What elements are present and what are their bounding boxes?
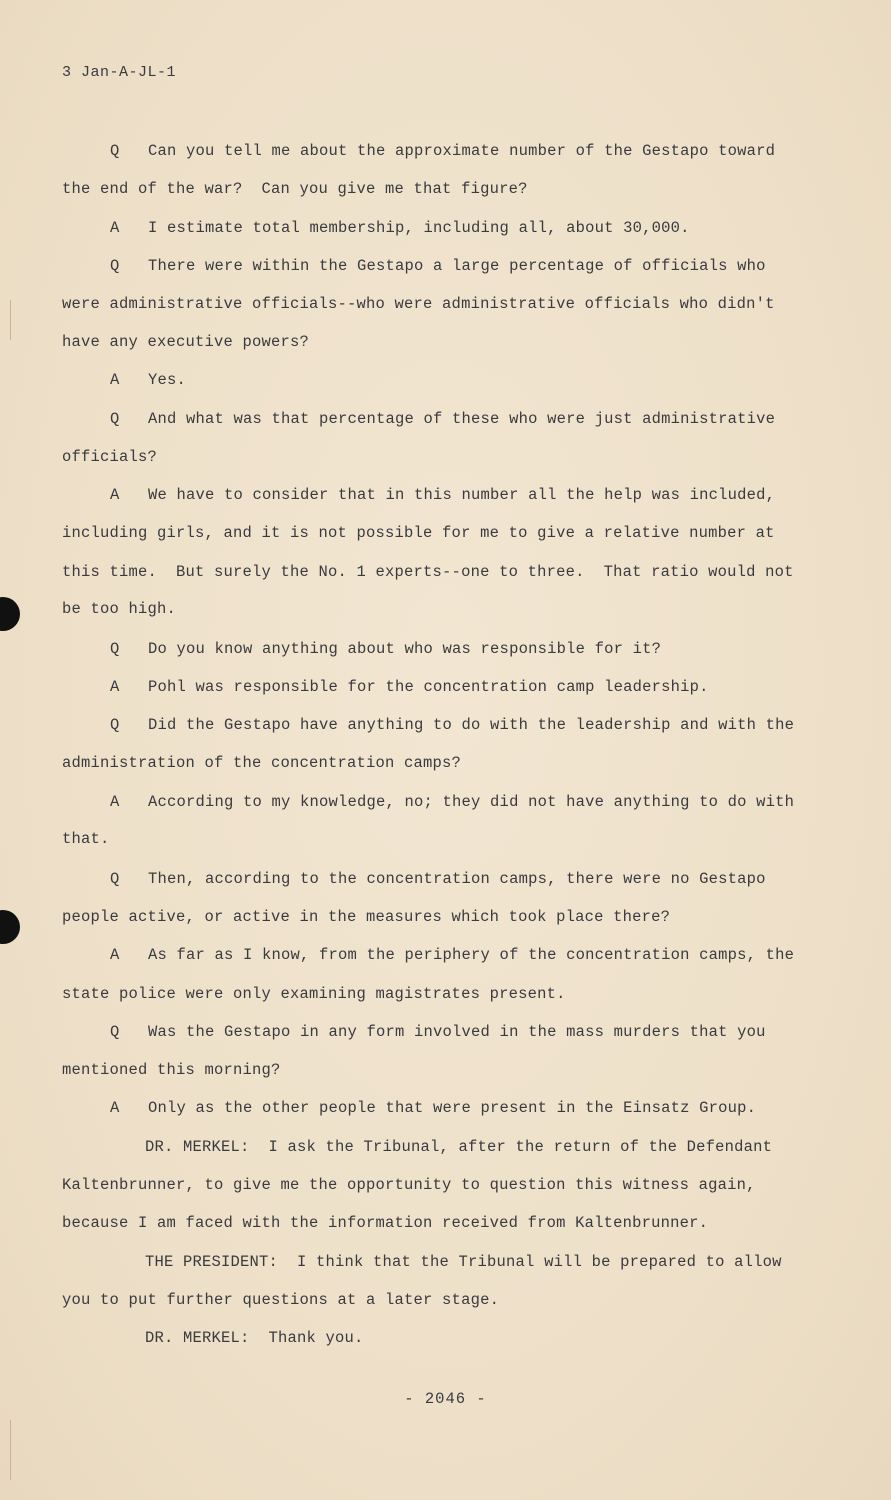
text-line: Q Did the Gestapo have anything to do with the leadership and with the <box>110 716 795 734</box>
text-line: Q There were within the Gestapo a large percentage of officials who <box>110 257 766 275</box>
text-line: Q Was the Gestapo in any form involved in the mass murders that you <box>110 1023 766 1041</box>
text-line: administration of the concentration camps? <box>62 754 462 772</box>
text-line: were administrative officials--who were administrative officials who didn't <box>62 295 775 313</box>
document-header: 3 Jan-A-JL-1 <box>62 64 177 81</box>
text-line: A According to my knowledge, no; they did not have anything to do with <box>110 793 795 811</box>
text-line: DR. MERKEL: I ask the Tribunal, after the return of the Defendant <box>145 1138 773 1156</box>
text-line: Q Can you tell me about the approximate number of the Gestapo toward <box>110 142 776 160</box>
margin-mark <box>10 300 11 340</box>
text-line: Q Then, according to the concentration camps, there were no Gestapo <box>110 870 766 888</box>
text-line: state police were only examining magistrates present. <box>62 985 566 1003</box>
text-line: because I am faced with the information received from Kaltenbrunner. <box>62 1214 709 1232</box>
text-line: you to put further questions at a later stage. <box>62 1291 500 1309</box>
text-line: this time. But surely the No. 1 experts--one to three. That ratio would not <box>62 563 794 581</box>
text-line: A Only as the other people that were present in the Einsatz Group. <box>110 1099 757 1117</box>
text-line: THE PRESIDENT: I think that the Tribunal will be prepared to allow <box>145 1253 782 1271</box>
text-line: have any executive powers? <box>62 333 310 351</box>
text-line: people active, or active in the measures which took place there? <box>62 908 671 926</box>
text-line: A I estimate total membership, including all, about 30,000. <box>110 219 690 237</box>
text-line: the end of the war? Can you give me that figure? <box>62 180 528 198</box>
text-line: mentioned this morning? <box>62 1061 281 1079</box>
text-line: DR. MERKEL: Thank you. <box>145 1329 364 1347</box>
text-line: Q Do you know anything about who was responsible for it? <box>110 640 662 658</box>
punch-hole-top <box>0 597 20 631</box>
text-line: officials? <box>62 448 158 466</box>
text-line: Kaltenbrunner, to give me the opportunity to question this witness again, <box>62 1176 756 1194</box>
text-line: A We have to consider that in this number all the help was included, <box>110 486 776 504</box>
margin-mark <box>10 1420 11 1480</box>
text-line: A Yes. <box>110 371 187 389</box>
text-line: be too high. <box>62 600 177 618</box>
text-line: A As far as I know, from the periphery of the concentration camps, the <box>110 946 795 964</box>
text-line: including girls, and it is not possible for me to give a relative number at <box>62 524 775 542</box>
text-line: A Pohl was responsible for the concentration camp leadership. <box>110 678 709 696</box>
punch-hole-bottom <box>0 910 20 944</box>
text-line: Q And what was that percentage of these who were just administrative <box>110 410 776 428</box>
page-number: - 2046 - <box>404 1390 487 1408</box>
text-line: that. <box>62 830 110 848</box>
